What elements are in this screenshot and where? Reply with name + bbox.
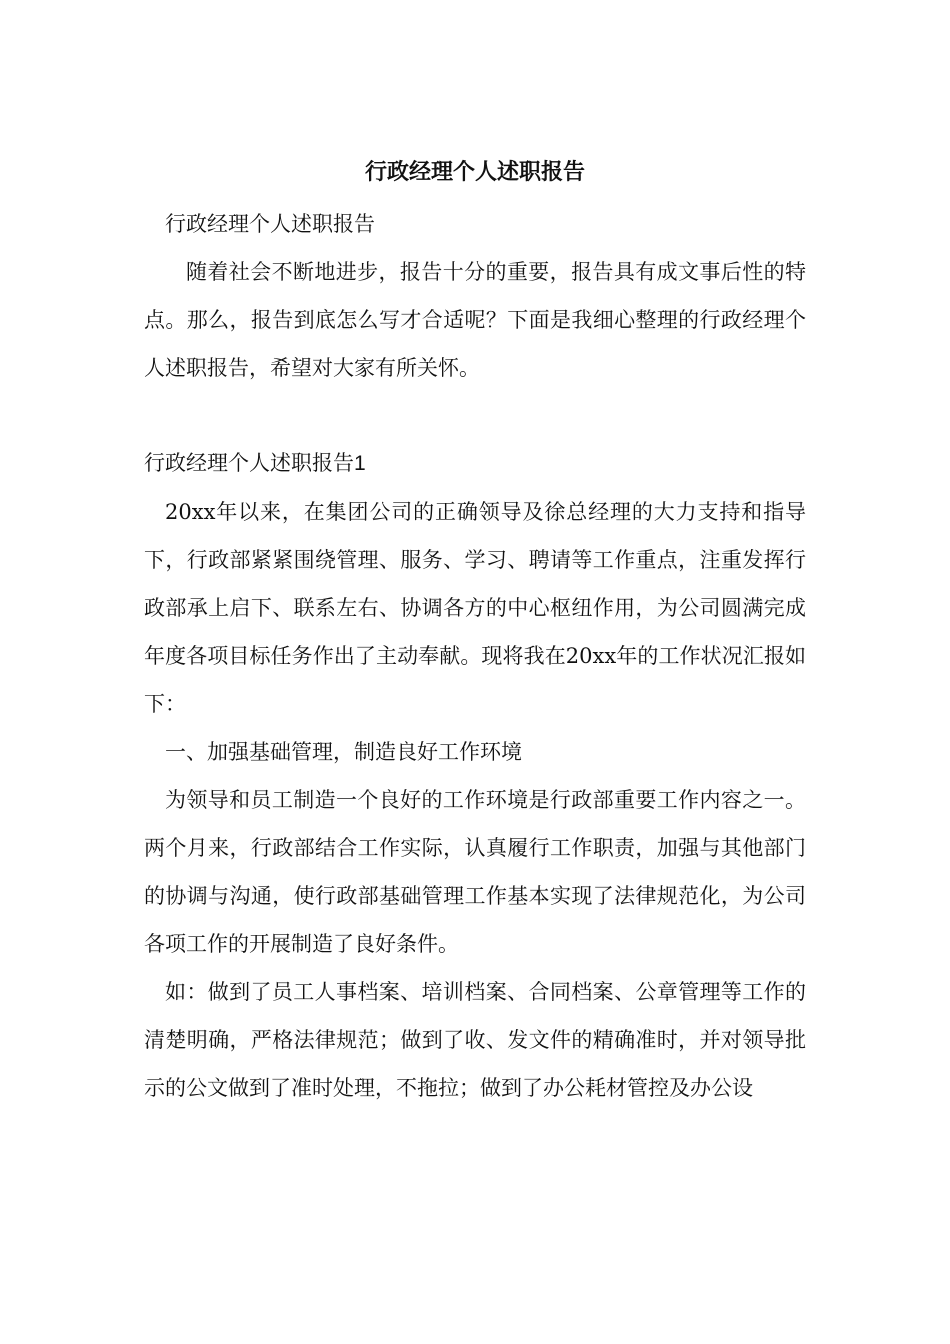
- intro-paragraph: 随着社会不断地进步，报告十分的重要，报告具有成文事后性的特点。那么，报告到底怎么写才合适呢？下面是我细心整理的行政经理个人述职报告，希望对大家有所关怀。: [144, 260, 806, 380]
- point-1-heading: 一、加强基础管理，制造良好工作环境: [165, 740, 522, 764]
- document-body: [144, 150, 806, 1112]
- body-paragraph-1: 20xx年以来，在集团公司的正确领导及徐总经理的大力支持和指导下，行政部紧紧围绕管理、服务、学习、聘请等工作重点，注重发挥行政部承上启下、联系左右、协调各方的中心枢纽作用，为公司圆满完成年度各项目标任务作出了主动奉献。现将我在20xx年的工作状况汇报如下：: [144, 500, 806, 716]
- body-paragraph-2: 为领导和员工制造一个良好的工作环境是行政部重要工作内容之一。两个月来，行政部结合工作实际，认真履行工作职责，加强与其他部门的协调与沟通，使行政部基础管理工作基本实现了法律规范化，为公司各项工作的开展制造了良好条件。: [144, 788, 806, 956]
- paragraph-spacer: [144, 392, 806, 440]
- document-title: 行政经理个人述职报告: [364, 159, 585, 185]
- section-heading: 行政经理个人述职报告1: [144, 452, 366, 475]
- document-subtitle: 行政经理个人述职报告: [165, 212, 375, 236]
- body-paragraph-3: 如：做到了员工人事档案、培训档案、合同档案、公章管理等工作的清楚明确，严格法律规范；做到了收、发文件的精确准时，并对领导批示的公文做到了准时处理，不拖拉；做到了办公耗材管控及办公设: [144, 980, 806, 1100]
